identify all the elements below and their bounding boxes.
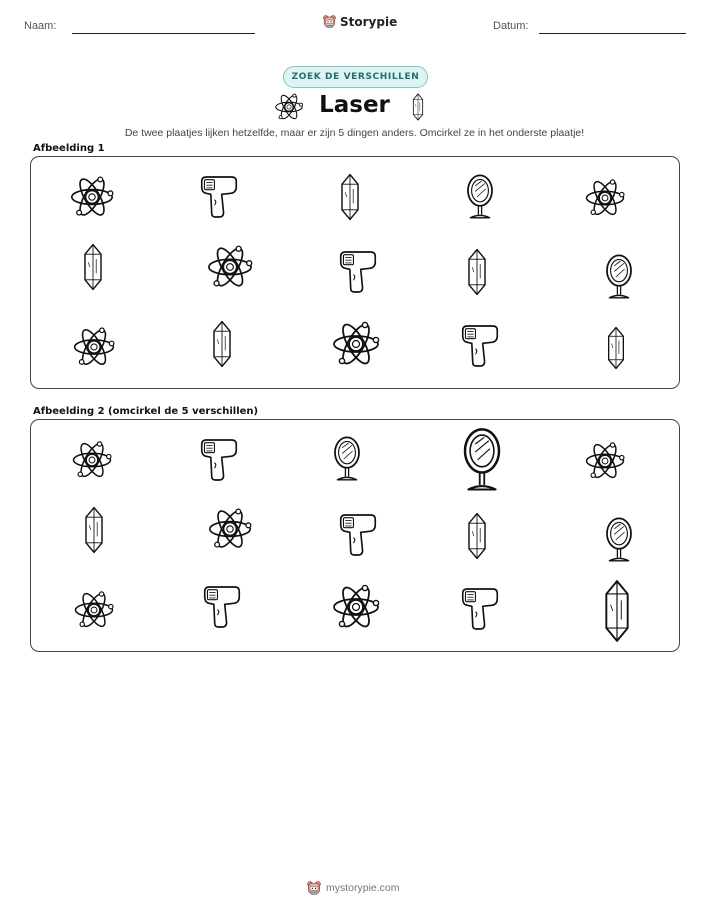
footer (306, 880, 400, 896)
laser-scanner-icon (460, 323, 500, 369)
crystal-icon (411, 92, 425, 122)
laser-scanner-icon (199, 174, 239, 220)
atom-icon (331, 319, 381, 369)
brand-name: Storypie (340, 14, 398, 29)
atom-icon (69, 174, 115, 220)
mirror-icon (602, 253, 636, 301)
crystal-icon (82, 505, 106, 555)
storypie-mascot-icon (306, 880, 322, 896)
storypie-mascot-icon (322, 14, 337, 29)
crystal-icon (210, 319, 234, 369)
crystal-icon (81, 242, 105, 292)
laser-scanner-icon (199, 437, 239, 483)
laser-scanner-icon (460, 586, 500, 632)
date-label: Datum: (493, 20, 529, 32)
atom-icon (584, 177, 626, 219)
laser-scanner-icon (338, 512, 378, 558)
atom-icon (207, 506, 253, 552)
crystal-icon (338, 172, 362, 222)
picture1-panel (30, 156, 680, 389)
mirror-icon (463, 173, 497, 221)
crystal-icon (465, 246, 489, 298)
laser-scanner-icon (338, 249, 378, 295)
crystal-icon (605, 324, 627, 372)
crystal-icon (601, 577, 633, 645)
crystal-icon (465, 510, 489, 562)
laser-scanner-icon (202, 584, 242, 630)
page-title: Laser (319, 92, 390, 118)
atom-icon (71, 439, 113, 481)
atom-icon (584, 440, 626, 482)
mirror-icon (457, 426, 507, 494)
atom-icon (72, 325, 116, 369)
footer-url[interactable]: mystorypie.com (326, 882, 400, 894)
mirror-icon (602, 516, 636, 564)
brand-logo (322, 14, 397, 29)
worksheet-tag: ZOEK DE VERSCHILLEN (283, 66, 428, 88)
name-line[interactable] (72, 33, 255, 34)
atom-icon (73, 589, 115, 631)
mirror-icon (330, 435, 364, 483)
atom-icon (331, 582, 381, 632)
picture1-label: Afbeelding 1 (33, 143, 105, 154)
picture2-panel (30, 419, 680, 652)
picture2-label: Afbeelding 2 (omcirkel de 5 verschillen) (33, 406, 259, 417)
instructions: De twee plaatjes lijken hetzelfde, maar er zijn 5 dingen anders. Omcirkel ze in het onderste plaatje! (124, 127, 585, 139)
atom-icon (206, 243, 254, 291)
name-label: Naam: (24, 20, 57, 32)
date-line[interactable] (539, 33, 686, 34)
